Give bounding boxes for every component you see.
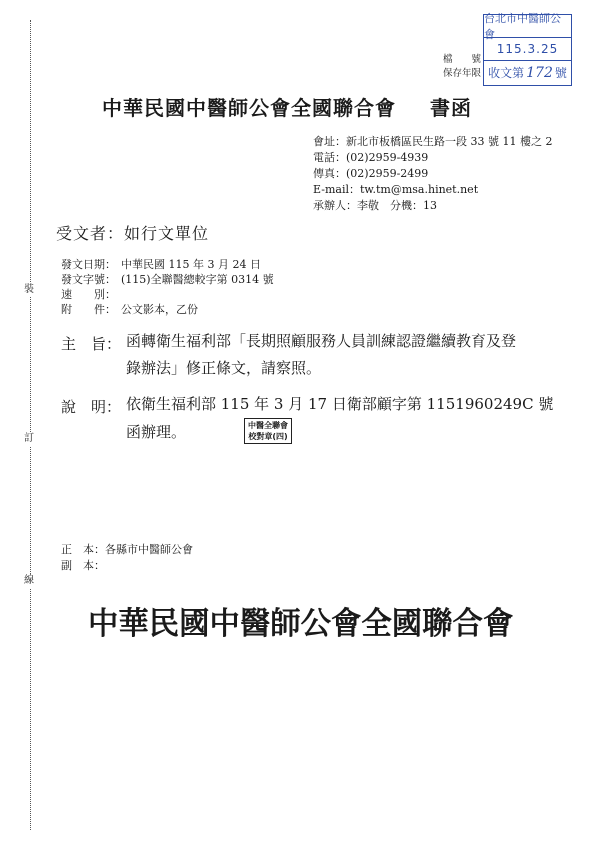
contact-phone: 電話：(02)2959-4939	[313, 151, 429, 164]
organization-seal: 中華民國中醫師公會全國聯合會	[88, 606, 514, 642]
distribution-copy: 副 本：	[61, 559, 105, 572]
recipient: 受文者：如行文單位	[56, 224, 210, 243]
receipt-number-prefix: 收文第	[488, 66, 525, 80]
binding-char-xian: 線	[24, 575, 34, 586]
proofread-stamp-line-1: 中醫全聯會	[248, 421, 288, 430]
contact-address: 會址：新北市板橋區民生路一段 33 號 11 樓之 2	[313, 135, 553, 148]
meta-date	[61, 257, 274, 272]
receipt-number: 172	[526, 64, 553, 81]
receipt-stamp-org: 台北市中醫師公會	[484, 15, 571, 38]
receipt-stamp-number-row	[484, 61, 571, 84]
explanation-label: 說 明：	[61, 398, 122, 416]
subject-line-1: 函轉衛生福利部「長期照顧服務人員訓練認證繼續教育及登	[126, 332, 517, 350]
meta-attach-value: 公文影本，乙份	[121, 303, 198, 316]
archive-file-label: 檔 號	[443, 54, 482, 65]
meta-date-value: 中華民國 115 年 3 月 24 日	[121, 258, 261, 271]
meta-attach-label: 附 件：	[61, 303, 116, 316]
archive-retention-label: 保存年限	[443, 68, 482, 79]
document-title	[102, 92, 472, 121]
meta-date-label: 發文日期：	[61, 258, 116, 271]
contact-handler: 承辦人：李敬 分機：13	[313, 199, 437, 212]
binding-char-zhuang: 裝	[24, 284, 34, 295]
org-name: 中華民國中醫師公會全國聯合會	[102, 96, 396, 120]
distribution-main: 正 本：各縣市中醫師公會	[61, 543, 193, 556]
contact-block	[313, 134, 552, 214]
proofread-stamp-line-2: 校對章(四)	[248, 432, 288, 441]
meta-ref-label: 發文字號：	[61, 273, 116, 286]
meta-block	[61, 257, 274, 317]
receipt-stamp	[483, 14, 572, 86]
binding-char-ding: 訂	[24, 433, 34, 444]
proofread-stamp	[244, 418, 292, 444]
receipt-number-suffix: 號	[554, 66, 567, 80]
subject-label: 主 旨：	[61, 335, 122, 353]
meta-ref	[61, 272, 274, 287]
meta-ref-value: (115)全聯醫總較字第 0314 號	[121, 273, 274, 286]
binding-line	[30, 20, 31, 830]
contact-email: E-mail：tw.tm@msa.hinet.net	[313, 183, 479, 196]
meta-speed	[61, 287, 274, 302]
subject-line-2: 錄辦法」修正條文，請察照。	[126, 359, 322, 377]
contact-fax: 傳真：(02)2959-2499	[313, 167, 429, 180]
meta-attach	[61, 302, 274, 317]
explanation-line-1: 依衛生福利部 115 年 3 月 17 日衛部顧字第 1151960249C 號	[126, 395, 554, 413]
doc-kind: 書函	[430, 96, 472, 120]
meta-speed-label: 速 別：	[61, 288, 116, 301]
explanation-line-2: 函辦理。	[126, 423, 187, 441]
receipt-stamp-date: 115.3.25	[484, 38, 571, 61]
